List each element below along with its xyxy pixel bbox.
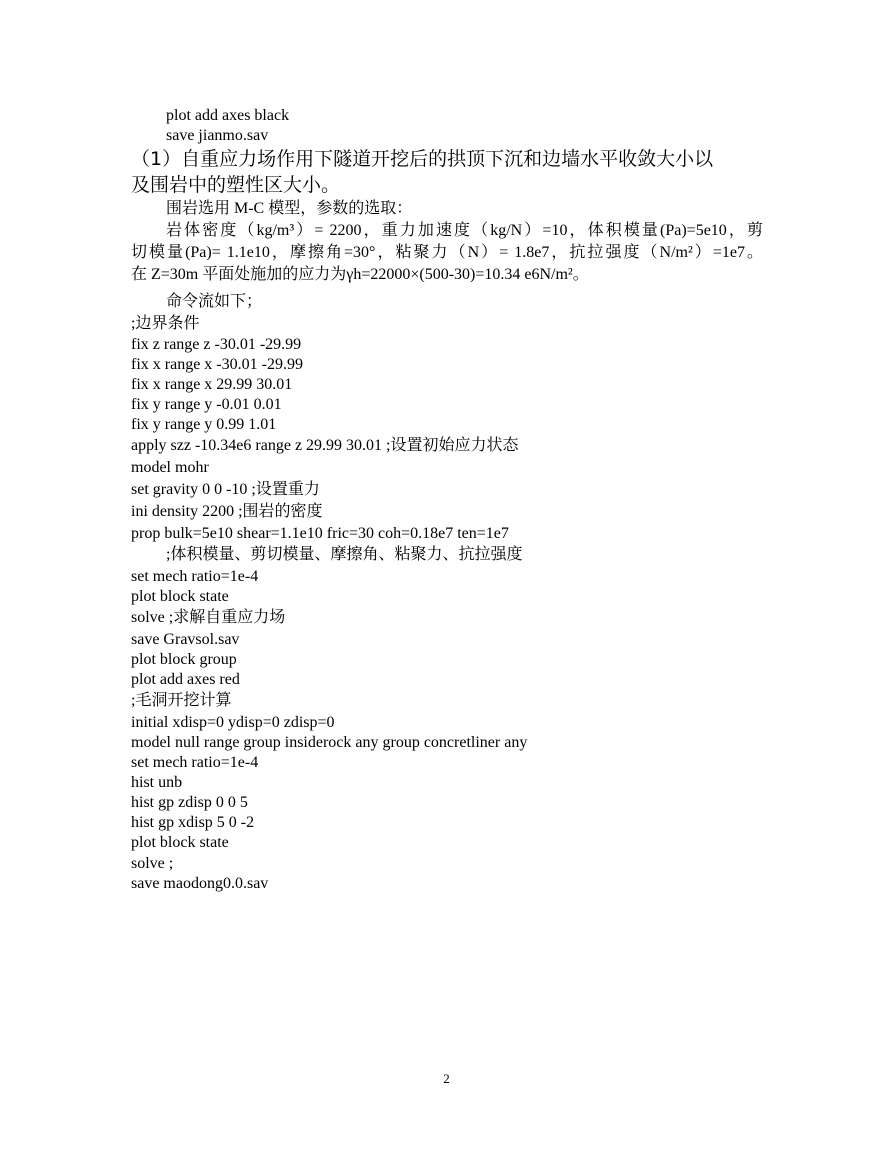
params-line-3: 在 Z=30m 平面处施加的应力为γh=22000×(500-30)=10.34 e6N/m²。: [131, 266, 589, 283]
code-comment: ;毛洞开挖计算: [131, 692, 232, 709]
code-line: prop bulk=5e10 shear=1.1e10 fric=30 coh=0.18e7 ten=1e7: [131, 525, 509, 542]
code-line: set mech ratio=1e-4: [131, 754, 259, 771]
code-line: set gravity 0 0 -10 ;设置重力: [131, 481, 320, 498]
code-line: hist unb: [131, 774, 183, 791]
code-line: fix y range y 0.99 1.01: [131, 416, 277, 433]
section-heading-line: 及围岩中的塑性区大小。: [131, 174, 341, 196]
code-line: model mohr: [131, 459, 209, 476]
code-line: initial xdisp=0 ydisp=0 zdisp=0: [131, 714, 335, 731]
code-line: plot add axes red: [131, 671, 240, 688]
code-comment: ;边界条件: [131, 315, 200, 332]
section-heading-line: （1）自重应力场作用下隧道开挖后的拱顶下沉和边墙水平收敛大小以: [131, 148, 714, 170]
code-comment: ;体积模量、剪切模量、摩擦角、粘聚力、抗拉强度: [166, 546, 523, 563]
code-line: fix x range x -30.01 -29.99: [131, 356, 303, 373]
code-line: save maodong0.0.sav: [131, 875, 269, 892]
code-line: solve ;: [131, 855, 174, 872]
page-number: 2: [443, 1071, 450, 1086]
code-line: solve ;求解自重应力场: [131, 609, 286, 626]
intro-text: 围岩选用 M-C 模型，参数的选取：: [166, 200, 413, 217]
code-line: fix z range z -30.01 -29.99: [131, 336, 302, 353]
code-line: fix x range x 29.99 30.01: [131, 376, 293, 393]
code-line: fix y range y -0.01 0.01: [131, 396, 282, 413]
code-line: apply szz -10.34e6 range z 29.99 30.01 ;设置初始应力状态: [131, 437, 519, 454]
code-line: plot block state: [131, 588, 229, 605]
code-line: hist gp xdisp 5 0 -2: [131, 814, 255, 831]
params-line-1: 岩体密度（kg/m³）= 2200，重力加速度（kg/N）=10，体积模量(Pa)=5e10，剪: [166, 222, 763, 239]
params-line-2: 切模量(Pa)= 1.1e10，摩擦角=30°，粘聚力（N）= 1.8e7，抗拉强度（N/m²）=1e7。: [131, 244, 763, 261]
code-line: plot block state: [131, 834, 229, 851]
code-line: plot block group: [131, 651, 237, 668]
code-line: ini density 2200 ;围岩的密度: [131, 503, 323, 520]
code-line: hist gp zdisp 0 0 5: [131, 794, 248, 811]
command-intro: 命令流如下；: [166, 293, 263, 310]
code-line: save jianmo.sav: [166, 127, 269, 144]
code-line: save Gravsol.sav: [131, 631, 240, 648]
code-line: model null range group insiderock any group concretliner any: [131, 734, 528, 751]
code-line: set mech ratio=1e-4: [131, 568, 259, 585]
code-line: plot add axes black: [166, 107, 290, 124]
